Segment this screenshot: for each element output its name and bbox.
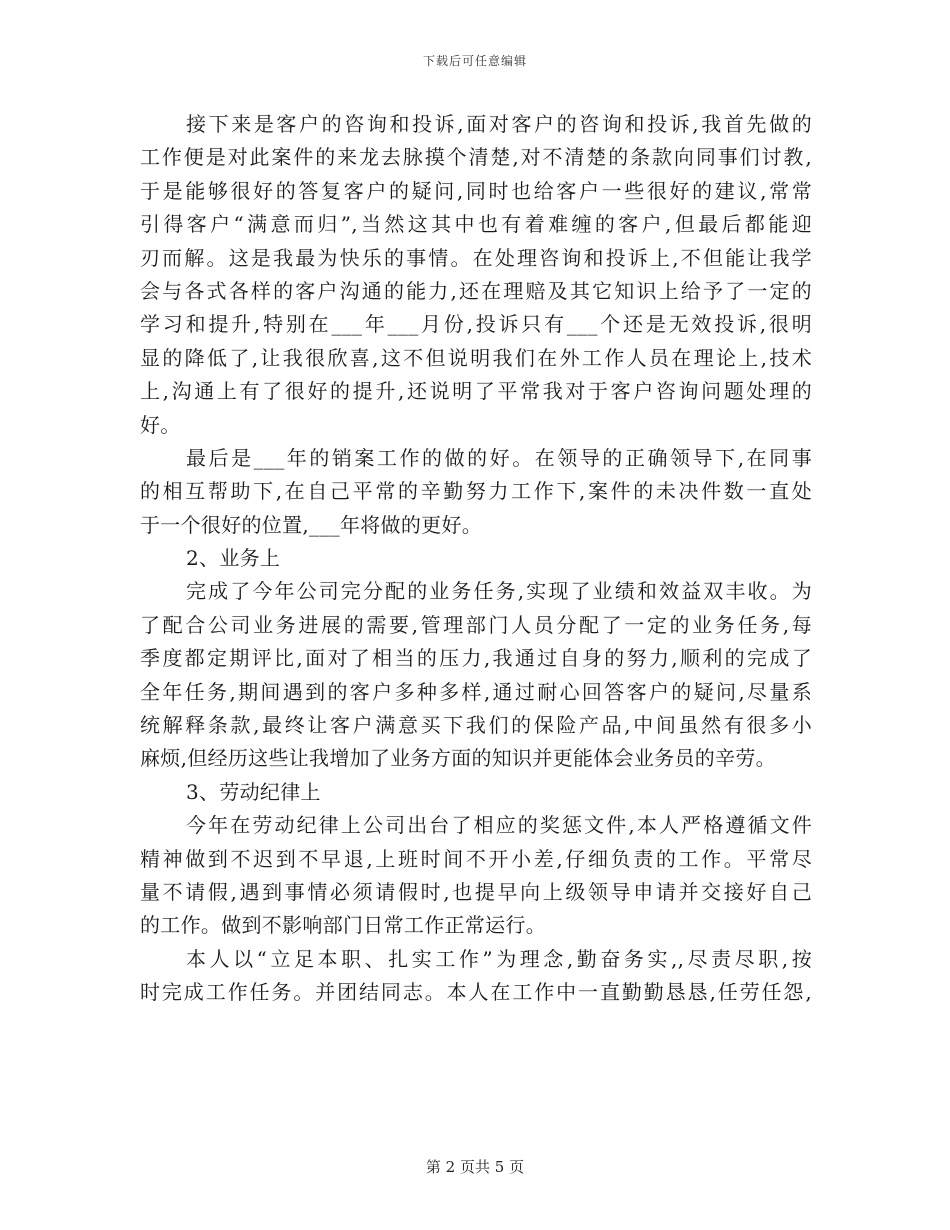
text-line: 统解释条款,最终让客户满意买下我们的保险产品,中间虽然有很多小 (140, 713, 812, 738)
page-header: 下载后可任意编辑 (422, 54, 527, 68)
text-line: 了配合公司业务进展的需要,管理部门人员分配了一定的业务任务,每 (140, 612, 812, 637)
text-line: 好。 (140, 412, 181, 437)
text-line: 本人以“立足本职、扎实工作”为理念,勤奋务实,,尽责尽职,按 (186, 946, 812, 971)
text-line: 全年任务,期间遇到的客户多种多样,通过耐心回答客户的疑问,尽量系 (140, 679, 812, 704)
text-line: 刃而解。这是我最为快乐的事情。在处理咨询和投诉上,不但能让我学 (140, 245, 812, 270)
text-line: 的工作。做到不影响部门日常工作正常运行。 (140, 913, 546, 938)
text-line: 的相互帮助下,在自己平常的辛勤努力工作下,案件的未决件数一直处 (140, 479, 812, 504)
text-line: 显的降低了,让我很欣喜,这不但说明我们在外工作人员在理论上,技术 (140, 345, 812, 370)
text-line: 于一个很好的位置,___年将做的更好。 (140, 512, 483, 537)
text-line: 最后是___年的销案工作的做的好。在领导的正确领导下,在同事 (186, 445, 812, 470)
section-heading: 3、劳动纪律上 (186, 779, 321, 804)
document-body (140, 108, 812, 1010)
text-line: 学习和提升,特别在___年___月份,投诉只有___个还是无效投诉,很明 (140, 312, 812, 337)
page-footer: 第 2 页共 5 页 (425, 1158, 525, 1176)
text-line: 今年在劳动纪律上公司出台了相应的奖惩文件,本人严格遵循文件 (186, 813, 812, 838)
text-line: 精神做到不迟到不早退,上班时间不开小差,仔细负责的工作。平常尽 (140, 846, 812, 871)
text-line: 时完成工作任务。并团结同志。本人在工作中一直勤勤恳恳,任劳任怨, (140, 980, 812, 1005)
text-line: 量不请假,遇到事情必须请假时,也提早向上级领导申请并交接好自己 (140, 879, 812, 904)
section-heading: 2、业务上 (186, 546, 281, 571)
text-line: 于是能够很好的答复客户的疑问,同时也给客户一些很好的建议,常常 (140, 178, 812, 203)
text-line: 会与各式各样的客户沟通的能力,还在理赔及其它知识上给予了一定的 (140, 278, 812, 303)
text-line: 工作便是对此案件的来龙去脉摸个清楚,对不清楚的条款向同事们讨教, (140, 145, 812, 170)
text-line: 上,沟通上有了很好的提升,还说明了平常我对于客户咨询问题处理的 (140, 379, 812, 404)
text-line: 季度都定期评比,面对了相当的压力,我通过自身的努力,顺利的完成了 (140, 646, 812, 671)
text-line: 完成了今年公司完分配的业务任务,实现了业绩和效益双丰收。为 (186, 579, 812, 604)
text-line: 麻烦,但经历这些让我增加了业务方面的知识并更能体会业务员的辛劳。 (140, 746, 776, 771)
text-line: 引得客户“满意而归”,当然这其中也有着难缠的客户,但最后都能迎 (140, 212, 812, 237)
text-line: 接下来是客户的咨询和投诉,面对客户的咨询和投诉,我首先做的 (186, 112, 812, 136)
